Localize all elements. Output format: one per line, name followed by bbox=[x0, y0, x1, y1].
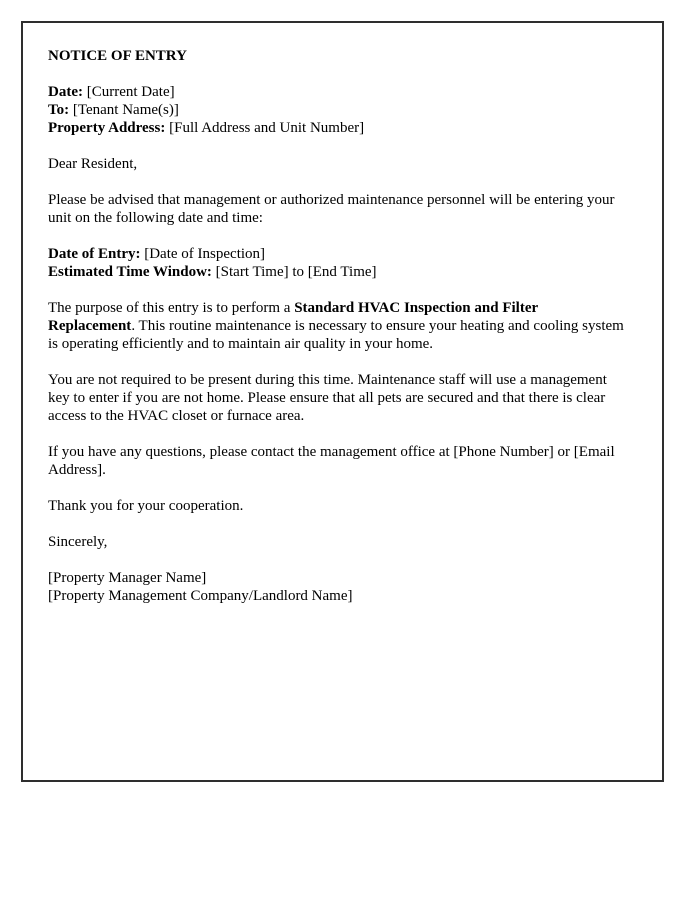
letter-header-block bbox=[48, 83, 627, 137]
letter-title: NOTICE OF ENTRY bbox=[48, 48, 187, 64]
notice-letter-page bbox=[21, 21, 664, 782]
header-to-label: To: bbox=[48, 102, 70, 118]
entry-time-window-label: Estimated Time Window: bbox=[48, 264, 212, 280]
valediction-line: Sincerely, bbox=[48, 534, 108, 550]
header-date-label: Date: bbox=[48, 84, 83, 100]
header-property-address-line bbox=[48, 119, 627, 137]
presence-paragraph: You are not required to be present during this time. Maintenance staff will use a management key to enter if you are not home. Please ensure that all pets are secured and that there is clear access to the HVAC closet or furnace area. bbox=[48, 372, 607, 424]
thanks-line: Thank you for your cooperation. bbox=[48, 498, 244, 514]
header-property-address-label: Property Address: bbox=[48, 120, 166, 136]
purpose-text-before: The purpose of this entry is to perform a bbox=[48, 300, 295, 316]
entry-details-block bbox=[48, 245, 627, 281]
signature-block bbox=[48, 569, 627, 605]
contact-paragraph: If you have any questions, please contact the management office at [Phone Number] or [Email Address]. bbox=[48, 444, 615, 478]
header-property-address-value: [Full Address and Unit Number] bbox=[165, 120, 365, 136]
entry-time-window-line bbox=[48, 263, 627, 281]
header-date-value: [Current Date] bbox=[82, 84, 175, 100]
entry-time-window-value: [Start Time] to [End Time] bbox=[211, 264, 377, 280]
purpose-paragraph bbox=[48, 299, 627, 353]
signature-company-name-line: [Property Management Company/Landlord Name] bbox=[48, 588, 353, 604]
entry-date-value: [Date of Inspection] bbox=[140, 246, 266, 262]
entry-date-line bbox=[48, 245, 627, 263]
purpose-bold-text: Standard HVAC Inspection and Filter Replacement bbox=[48, 300, 538, 334]
entry-date-label: Date of Entry: bbox=[48, 246, 141, 262]
purpose-text-after: . This routine maintenance is necessary to ensure your heating and cooling system is operating efficiently and to maintain air quality in your home. bbox=[48, 318, 624, 352]
intro-paragraph: Please be advised that management or authorized maintenance personnel will be entering your unit on the following date and time: bbox=[48, 192, 615, 226]
header-to-line bbox=[48, 101, 627, 119]
header-to-value: [Tenant Name(s)] bbox=[69, 102, 179, 118]
header-date-line bbox=[48, 83, 627, 101]
salutation-line: Dear Resident, bbox=[48, 156, 138, 172]
signature-manager-name-line: [Property Manager Name] bbox=[48, 570, 207, 586]
